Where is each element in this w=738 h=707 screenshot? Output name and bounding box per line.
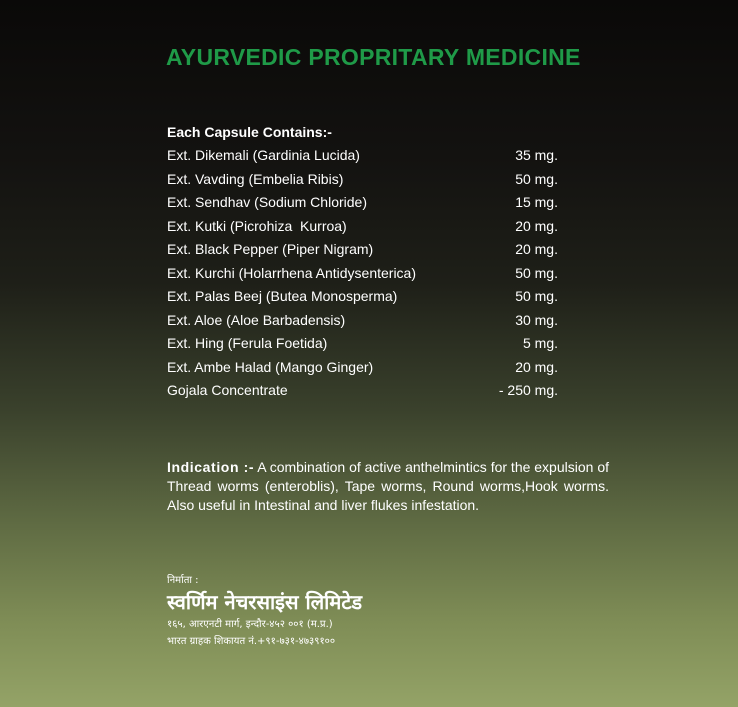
indication-text: A combination of active anthelmintics for the expulsion of Thread worms (enteroblis), Tape worms, Round worms,Hook worms. Also useful in Intestinal and liver flukes infestation. [167, 459, 609, 513]
ingredient-row [167, 169, 567, 193]
ingredient-name: Ext. Kurchi (Holarrhena Antidysenterica) [167, 264, 416, 281]
ingredient-amount: 20 mg. [515, 241, 558, 257]
ingredient-amount: 20 mg. [515, 358, 558, 375]
ingredient-name: Ext. Kutki (Picrohiza Kurroa) [167, 217, 347, 234]
ingredients-section [167, 122, 567, 404]
ingredient-name: Ext. Sendhav (Sodium Chloride) [167, 194, 367, 210]
ingredient-row [167, 216, 567, 240]
ingredient-row [167, 357, 567, 381]
ingredient-row [167, 145, 567, 169]
ingredient-name: Ext. Black Pepper (Piper Nigram) [167, 241, 374, 257]
ingredient-row [167, 263, 567, 287]
ingredient-name: Ext. Palas Beej (Butea Monosperma) [167, 288, 398, 304]
ingredient-name: Ext. Ambe Halad (Mango Ginger) [167, 358, 374, 375]
ingredient-name: Ext. Hing (Ferula Foetida) [167, 335, 328, 351]
ingredient-amount: 20 mg. [515, 217, 558, 234]
ingredients-list [167, 145, 567, 404]
ingredients-heading: Each Capsule Contains:- [167, 124, 332, 140]
indication-paragraph [167, 458, 609, 515]
ingredient-row [167, 380, 567, 404]
manufacturer-name: स्वर्णिम नेचरसाइंस लिमिटेड [167, 590, 363, 614]
ingredient-name: Ext. Dikemali (Gardinia Lucida) [167, 147, 360, 163]
ingredient-amount: - 250 mg. [498, 382, 558, 398]
ingredient-amount: 50 mg. [515, 288, 558, 304]
manufacturer-label: निर्माता : [167, 575, 199, 586]
ingredient-name: Gojala Concentrate [167, 382, 288, 398]
ingredient-amount: 50 mg. [515, 170, 558, 187]
ingredient-amount: 30 mg. [515, 311, 558, 328]
ingredient-amount: 5 mg. [522, 335, 558, 351]
ingredient-name: Ext. Vavding (Embelia Ribis) [167, 170, 344, 187]
ingredient-row [167, 286, 567, 310]
page-title: AYURVEDIC PROPRITARY MEDICINE [166, 44, 581, 70]
ingredient-amount: 35 mg. [515, 147, 558, 163]
complaint-number: भारत ग्राहक शिकायत नं.+९१-७३१-४७३९१०० [167, 636, 336, 647]
ingredient-row [167, 239, 567, 263]
ingredient-row [167, 310, 567, 334]
ingredient-amount: 15 mg. [515, 194, 558, 210]
manufacturer-address: १६५, आरएनटी मार्ग, इन्दौर-४५२ ००१ (म.प्र.) [167, 619, 333, 630]
ingredient-row [167, 333, 567, 357]
ingredient-name: Ext. Aloe (Aloe Barbadensis) [167, 311, 346, 328]
ingredient-row [167, 192, 567, 216]
indication-label: Indication :- [167, 459, 255, 475]
ingredient-amount: 50 mg. [515, 264, 558, 281]
manufacturer-block [167, 574, 362, 650]
